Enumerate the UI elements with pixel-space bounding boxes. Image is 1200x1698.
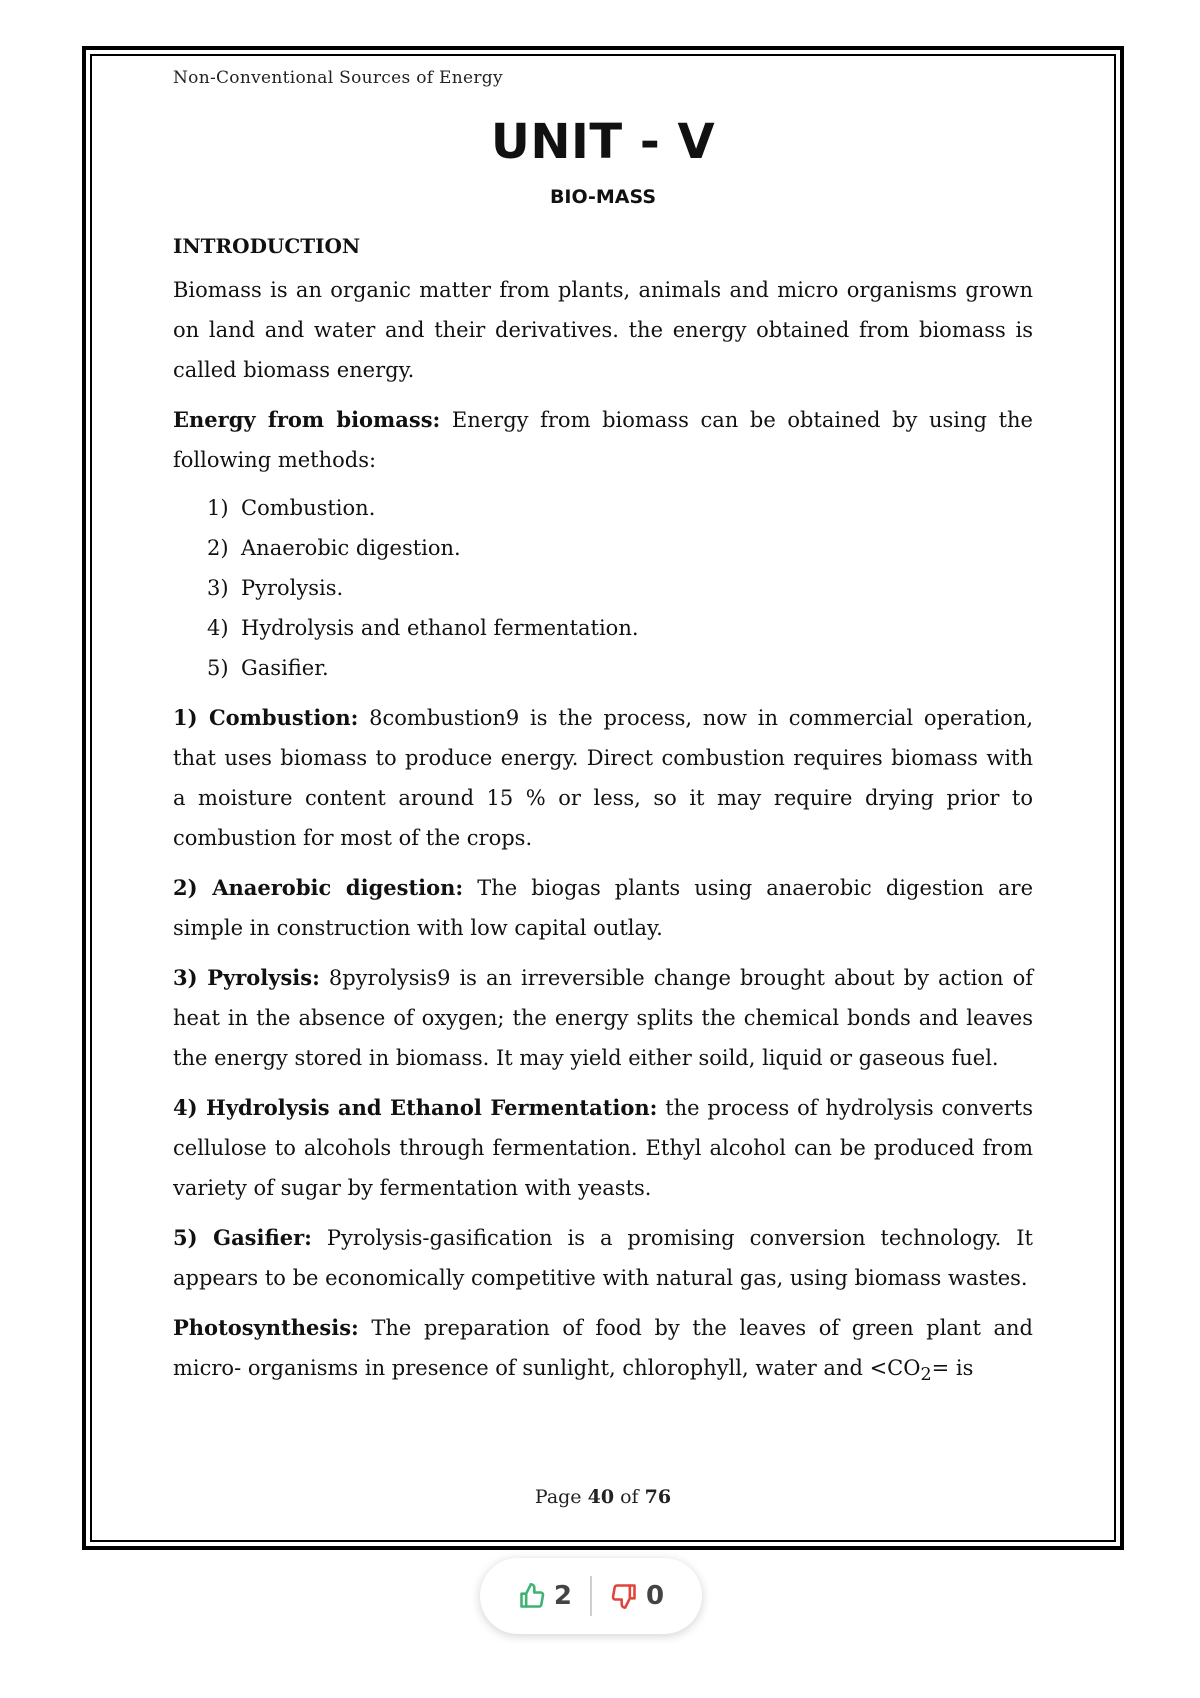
list-item xyxy=(207,648,1033,688)
methods-list xyxy=(207,488,1033,688)
downvote-button[interactable] xyxy=(592,1581,682,1611)
introduction-heading: INTRODUCTION xyxy=(173,234,361,258)
pyrolysis-paragraph xyxy=(173,958,1033,1078)
photosynthesis-label: Photosynthesis: xyxy=(173,1315,359,1340)
anaerobic-paragraph xyxy=(173,868,1033,948)
photosynthesis-text: The preparation of food by the leaves of green plant and micro- organisms in presence of sunlight, chlorophyll, water and <CO xyxy=(173,1316,1033,1380)
list-item-label: Anaerobic digestion. xyxy=(241,536,461,560)
photosynthesis-text-end: = is xyxy=(931,1356,974,1380)
photosynthesis-paragraph xyxy=(173,1308,1033,1395)
energy-from-biomass-paragraph xyxy=(173,400,1033,480)
list-item xyxy=(207,608,1033,648)
energy-from-biomass-text: Energy from biomass can be obtained by using the following methods: xyxy=(173,408,1033,472)
of-word: of xyxy=(620,1486,639,1508)
combustion-label: 1) Combustion: xyxy=(173,705,359,730)
thumbs-down-icon xyxy=(610,1582,638,1610)
list-item-label: Combustion. xyxy=(241,496,376,520)
upvote-button[interactable] xyxy=(500,1581,590,1611)
list-item-number: 1) xyxy=(207,496,229,520)
anaerobic-label: 2) Anaerobic digestion: xyxy=(173,875,464,900)
introduction-paragraph: Biomass is an organic matter from plants, animals and micro organisms grown on land and water and their derivatives. the energy obtained from biomass is called biomass energy. xyxy=(173,278,1033,382)
running-header: Non-Conventional Sources of Energy xyxy=(173,68,503,88)
combustion-paragraph xyxy=(173,698,1033,858)
page-content xyxy=(173,64,1033,1395)
hydrolysis-paragraph xyxy=(173,1088,1033,1208)
current-page: 40 xyxy=(587,1486,615,1508)
energy-from-biomass-label: Energy from biomass: xyxy=(173,407,441,432)
hydrolysis-text: the process of hydrolysis converts cellulose to alcohols through fermentation. Ethyl alcohol can be produced from variety of sugar by fermentation with yeasts. xyxy=(173,1096,1033,1200)
downvote-count: 0 xyxy=(646,1581,665,1611)
unit-title: UNIT - V xyxy=(490,114,716,170)
gasifier-label: 5) Gasifier: xyxy=(173,1225,312,1250)
list-item xyxy=(207,568,1033,608)
list-item-number: 5) xyxy=(207,656,229,680)
total-pages: 76 xyxy=(644,1486,672,1508)
unit-subtitle: BIO-MASS xyxy=(549,186,657,208)
gasifier-paragraph xyxy=(173,1218,1033,1298)
list-item-number: 2) xyxy=(207,536,229,560)
anaerobic-text: The biogas plants using anaerobic digestion are simple in construction with low capital outlay. xyxy=(173,876,1033,940)
page-word: Page xyxy=(534,1486,582,1508)
list-item xyxy=(207,528,1033,568)
list-item-label: Pyrolysis. xyxy=(241,576,344,600)
list-item-label: Hydrolysis and ethanol fermentation. xyxy=(241,616,639,640)
pyrolysis-text: 8pyrolysis9 is an irreversible change brought about by action of heat in the absence of oxygen; the energy splits the chemical bonds and leaves the energy stored in biomass. It may yield either soild, liquid or gaseous fuel. xyxy=(173,966,1034,1070)
list-item-label: Gasifier. xyxy=(241,656,329,680)
combustion-text: 8combustion9 is the process, now in commercial operation, that uses biomass to produce energy. Direct combustion requires biomass with a moisture content around 15 % or less, so it may require drying prior to combustion for most of the crops. xyxy=(173,706,1033,850)
page-number-footer xyxy=(90,1486,1116,1508)
upvote-count: 2 xyxy=(553,1581,572,1611)
thumbs-up-icon xyxy=(518,1582,546,1610)
co2-subscript: 2 xyxy=(920,1365,932,1386)
list-item xyxy=(207,488,1033,528)
pyrolysis-label: 3) Pyrolysis: xyxy=(173,965,320,990)
list-item-number: 3) xyxy=(207,576,229,600)
hydrolysis-label: 4) Hydrolysis and Ethanol Fermentation: xyxy=(173,1095,658,1120)
list-item-number: 4) xyxy=(207,616,229,640)
vote-pill xyxy=(480,1558,702,1634)
gasifier-text: Pyrolysis-gasification is a promising conversion technology. It appears to be economically competitive with natural gas, using biomass wastes. xyxy=(173,1226,1033,1290)
